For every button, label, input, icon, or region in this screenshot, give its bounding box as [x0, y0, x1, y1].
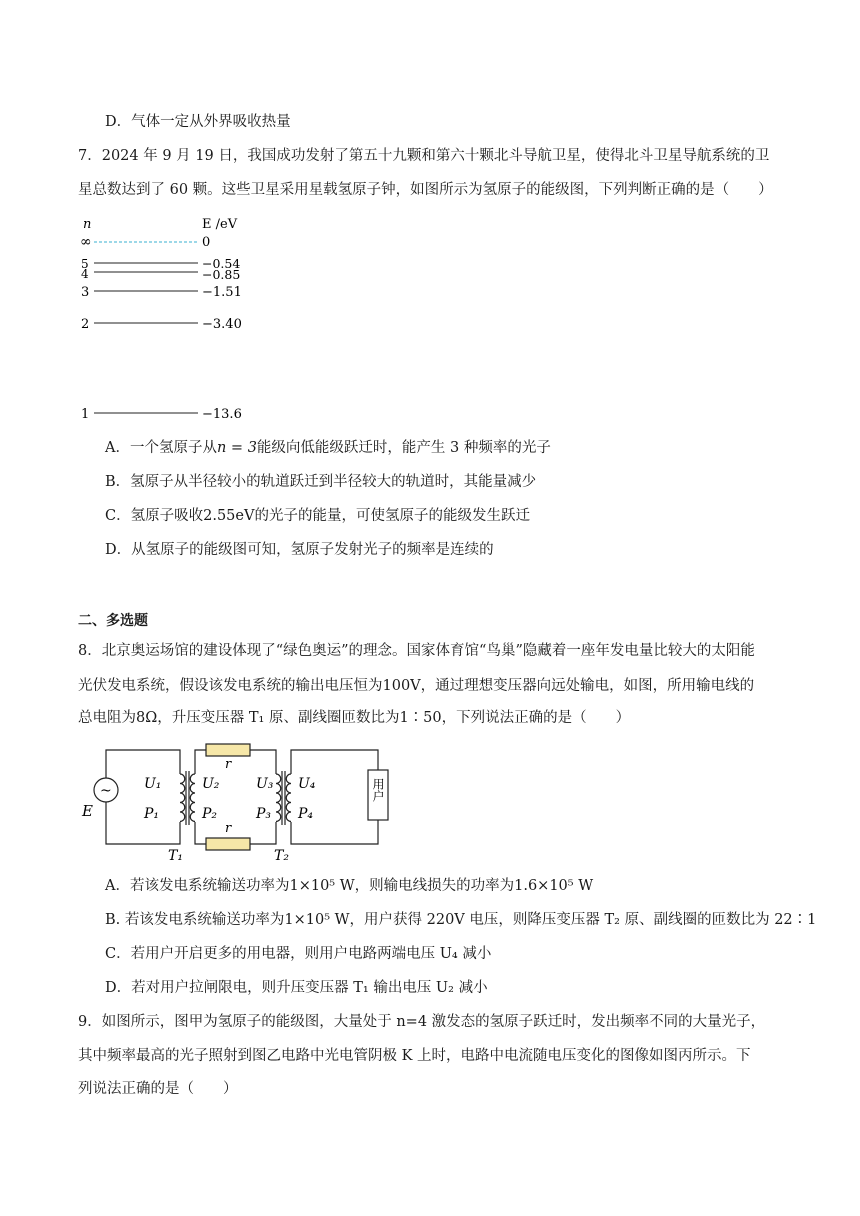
resistor-bottom — [206, 838, 250, 850]
level-n-inf: ∞ — [80, 234, 92, 250]
resistor-top-label: r — [225, 757, 232, 772]
q7-option-a-math: n = 3 — [216, 440, 257, 456]
level-e-3: −1.51 — [202, 285, 242, 300]
level-e-2: −3.40 — [202, 317, 242, 332]
t2-label: T₂ — [274, 848, 289, 864]
q8-stem-line1: 8．北京奥运场馆的建设体现了“绿色奥运”的理念。国家体育馆“鸟巢”隐藏着一座年发电量比较大的太阳能 — [78, 643, 755, 659]
q7-option-b: B．氢原子从半径较小的轨道跃迁到半径较大的轨道时，其能量减少 — [105, 474, 537, 490]
u3-label: U₃ — [256, 776, 274, 792]
level-n-3: 3 — [81, 285, 90, 300]
p4-label: P₄ — [298, 806, 314, 822]
q7-option-a-post: 能级向低能级跃迁时，能产生 3 种频率的光子 — [256, 440, 551, 456]
ac-source-symbol: ~ — [100, 783, 112, 799]
e-axis-label: E /eV — [202, 217, 238, 232]
level-e-4: −0.85 — [202, 267, 241, 282]
energy-level-diagram — [78, 212, 278, 422]
q9-stem-line1: 9．如图所示，图甲为氢原子的能级图，大量处于 n=4 激发态的氢原子跃迁时，发出频率不同的大量光子， — [78, 1014, 766, 1030]
q7-stem-line2: 星总数达到了 60 颗。这些卫星采用星载氢原子钟，如图所示为氢原子的能级图，下列判断正确的是（ ） — [78, 182, 773, 198]
level-n-2: 2 — [81, 317, 90, 332]
section-title-multi-choice: 二、多选题 — [78, 613, 148, 629]
q7-stem-line1: 7．2024 年 9 月 19 日，我国成功发射了第五十九颗和第六十颗北斗导航卫星，使得北斗卫星导航系统的卫 — [78, 148, 770, 164]
q7-option-c — [105, 506, 530, 526]
q7-option-d: D．从氢原子的能级图可知，氢原子发射光子的频率是连续的 — [105, 542, 494, 558]
q7-option-c-post: 的光子的能量，可使氢原子的能级发生跃迁 — [254, 508, 530, 524]
q9-stem-line2: 其中频率最高的光子照射到图乙电路中光电管阴极 K 上时，电路中电流随电压变化的图像如图丙所示。下 — [78, 1048, 751, 1064]
level-e-5: −0.54 — [202, 256, 241, 271]
p2-label: P₂ — [202, 806, 218, 822]
level-n-5: 5 — [81, 257, 89, 271]
p1-label: P₁ — [144, 806, 160, 822]
q7-option-a-pre: A．一个氢原子从 — [105, 440, 217, 456]
q7-option-a — [105, 438, 551, 458]
q8-option-a: A．若该发电系统输送功率为1×10⁵ W，则输电线损失的功率为1.6×10⁵ W — [105, 878, 594, 894]
u1-label: U₁ — [144, 776, 162, 792]
q7-option-c-pre: C．氢原子吸收 — [105, 508, 204, 524]
p3-label: P₃ — [256, 806, 272, 822]
circuit-clean — [78, 740, 398, 865]
q9-stem-line3: 列说法正确的是（ ） — [78, 1081, 238, 1097]
q8-stem-line2: 光伏发电系统，假设该发电系统的输出电压恒为100V，通过理想变压器向远处输电，如图，所用输电线的 — [78, 678, 755, 694]
level-e-inf: 0 — [202, 235, 211, 250]
q8-option-c: C．若用户开启更多的用电器，则用户电路两端电压 U₄ 减小 — [105, 946, 492, 962]
q8-option-d: D．若对用户拉闸限电，则升压变压器 T₁ 输出电压 U₂ 减小 — [105, 980, 488, 996]
u2-label: U₂ — [202, 776, 220, 792]
source-label: E — [82, 802, 93, 820]
q6-option-d: D．气体一定从外界吸收热量 — [105, 114, 291, 130]
level-n-1: 1 — [81, 407, 90, 422]
level-e-1: −13.6 — [202, 407, 242, 422]
q7-option-c-math: 2.55eV — [203, 508, 255, 524]
level-n-4: 4 — [81, 267, 89, 281]
resistor-bottom-label: r — [225, 821, 232, 836]
q8-option-b: B. 若该发电系统输送功率为1×10⁵ W，用户获得 220V 电压，则降压变压器 T₂ 原、副线圈的匝数比为 22∶1 — [105, 912, 817, 928]
u4-label: U₄ — [298, 776, 316, 792]
n-axis-label: n — [83, 217, 92, 232]
q8-stem-line3: 总电阻为8Ω，升压变压器 T₁ 原、副线圈匝数比为1∶50，下列说法正确的是（ ） — [78, 710, 631, 726]
resistor-top — [206, 744, 250, 756]
load-label: 用户 — [371, 778, 385, 802]
t1-label: T₁ — [168, 848, 183, 864]
